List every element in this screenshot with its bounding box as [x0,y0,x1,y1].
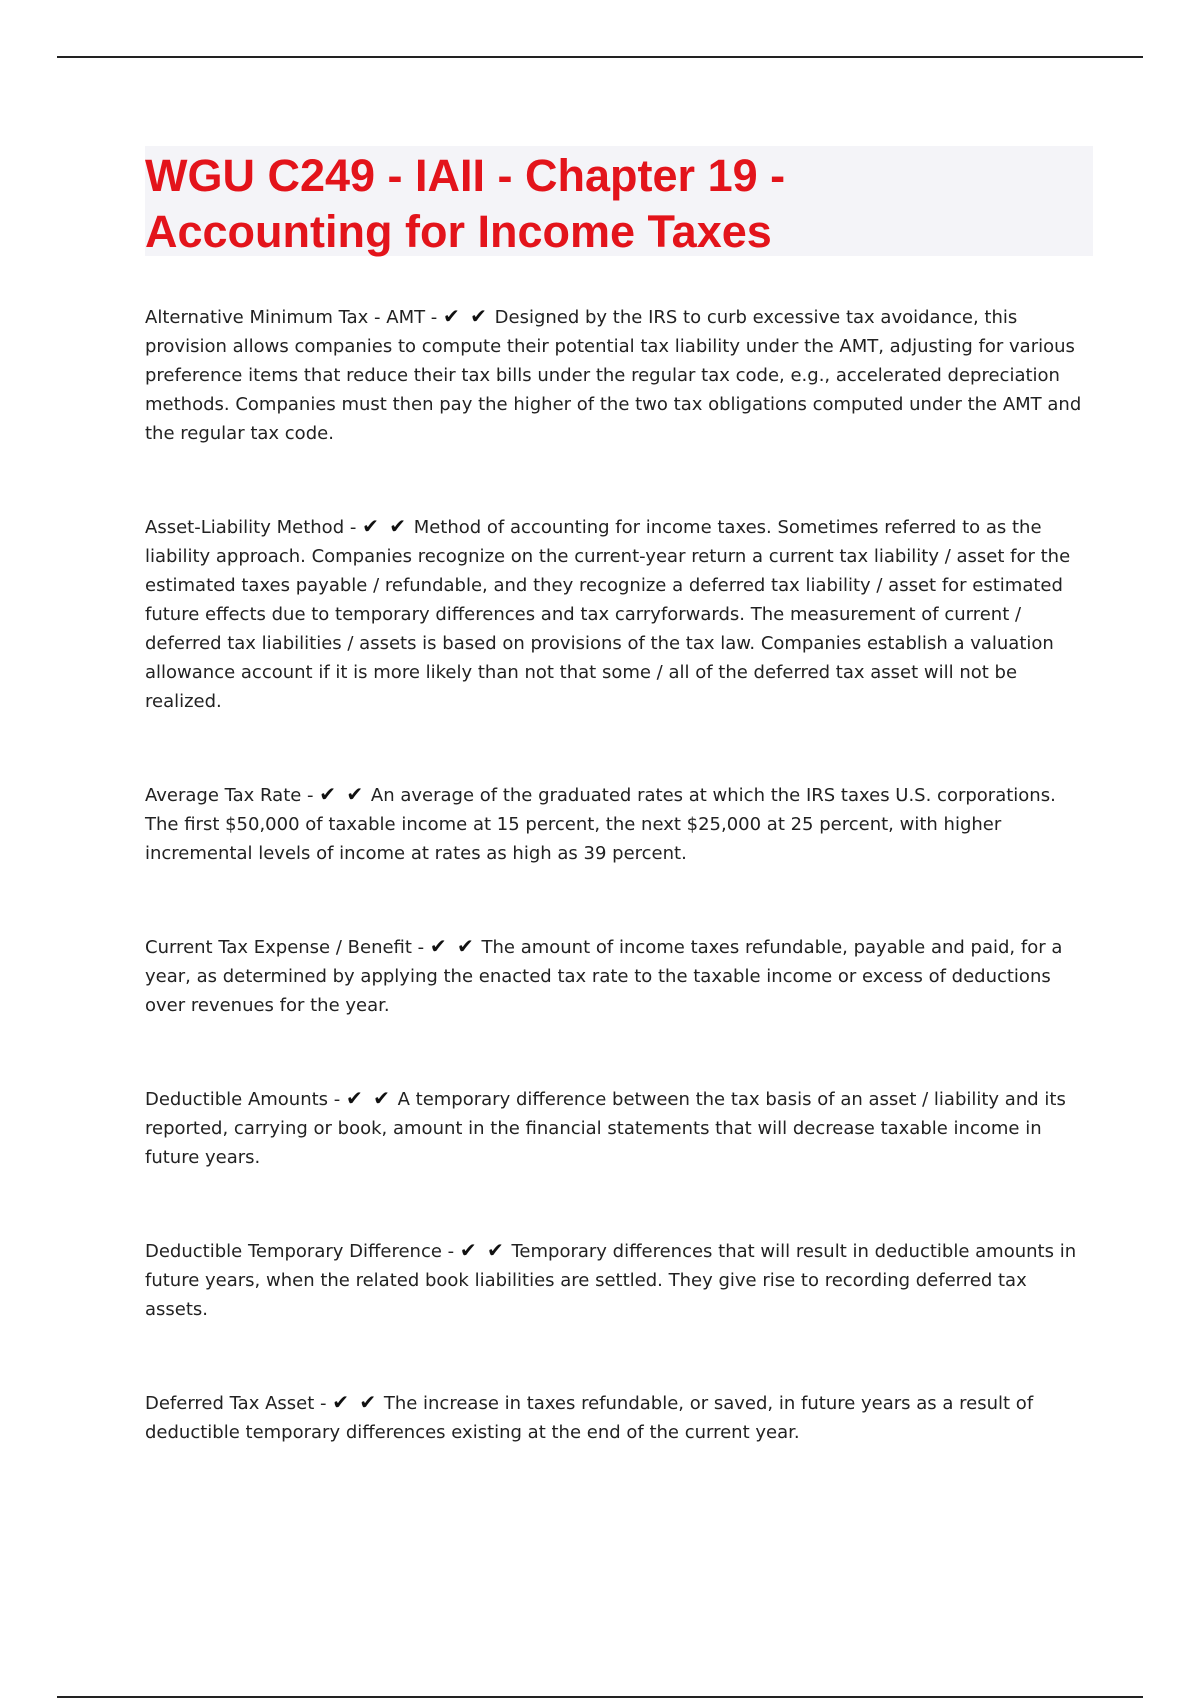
term-list [145,302,1093,1447]
term-definition: The amount of income taxes refundable, payable and paid, for a year, as determined by applying the enacted tax rate to the taxable income or excess of deductions over revenues for the year. [145,937,1063,1016]
term-entry [145,932,1093,1020]
checkmark-icon: ✔ ✔ [443,304,489,328]
checkmark-icon: ✔ ✔ [429,934,476,958]
term-entry [145,302,1093,448]
term-label: Asset-Liability Method - [145,517,363,538]
document-body [145,146,1093,1447]
page-title [145,148,1093,260]
term-entry [145,1084,1093,1172]
term-entry [145,1388,1093,1447]
title-block [145,146,1093,256]
term-label: Current Tax Expense / Benefit - [145,937,430,958]
term-definition: Temporary differences that will result in deductible amounts in future years, when the related book liabilities are settled. They give rise to recording deferred tax assets. [145,1241,1077,1320]
term-label: Average Tax Rate - [145,785,320,806]
term-definition: Designed by the IRS to curb excessive tax avoidance, this provision allows companies to compute their potential tax liability under the AMT, adjusting for various preference items that reduce their tax bills under the regular tax code, e.g., accelerated depreciation methods. Companies must then pay the higher of the two tax obligations computed under the AMT and the regular tax code. [145,307,1082,444]
title-line-2: Accounting for Income Taxes [145,206,772,257]
term-entry [145,512,1093,716]
top-rule [57,56,1143,58]
term-label: Deductible Temporary Difference - [145,1241,460,1262]
term-definition: An average of the graduated rates at which the IRS taxes U.S. corporations. The first $50,000 of taxable income at 15 percent, the next $25,000 at 25 percent, with higher incremental levels of income at rates as high as 39 percent. [145,785,1056,864]
checkmark-icon: ✔ ✔ [346,1086,392,1110]
checkmark-icon: ✔ ✔ [362,514,408,538]
term-definition: Method of accounting for income taxes. Sometimes referred to as the liability approach. Companies recognize on the current-year return a current tax liability / asset for the estimated taxes payable / refundable, and they recognize a deferred tax liability / asset for estimated future effects due to temporary differences and tax carryforwards. The measurement of current / deferred tax liabilities / assets is based on provisions of the tax law. Companies establish a valuation allowance account if it is more likely than not that some / all of the deferred tax asset will not be realized. [145,517,1071,712]
term-definition: A temporary difference between the tax basis of an asset / liability and its reported, carrying or book, amount in the financial statements that will decrease taxable income in future years. [145,1089,1066,1168]
term-definition: The increase in taxes refundable, or saved, in future years as a result of deductible temporary differences existing at the end of the current year. [145,1393,1034,1443]
checkmark-icon: ✔ ✔ [332,1390,379,1414]
checkmark-icon: ✔ ✔ [459,1238,506,1262]
term-label: Deferred Tax Asset - [145,1393,333,1414]
checkmark-icon: ✔ ✔ [319,782,366,806]
title-line-1: WGU C249 - IAII - Chapter 19 - [145,150,786,201]
term-entry [145,1236,1093,1324]
bottom-rule [57,1696,1143,1698]
term-label: Alternative Minimum Tax - AMT - [145,307,444,328]
term-entry [145,780,1093,868]
term-label: Deductible Amounts - [145,1089,346,1110]
